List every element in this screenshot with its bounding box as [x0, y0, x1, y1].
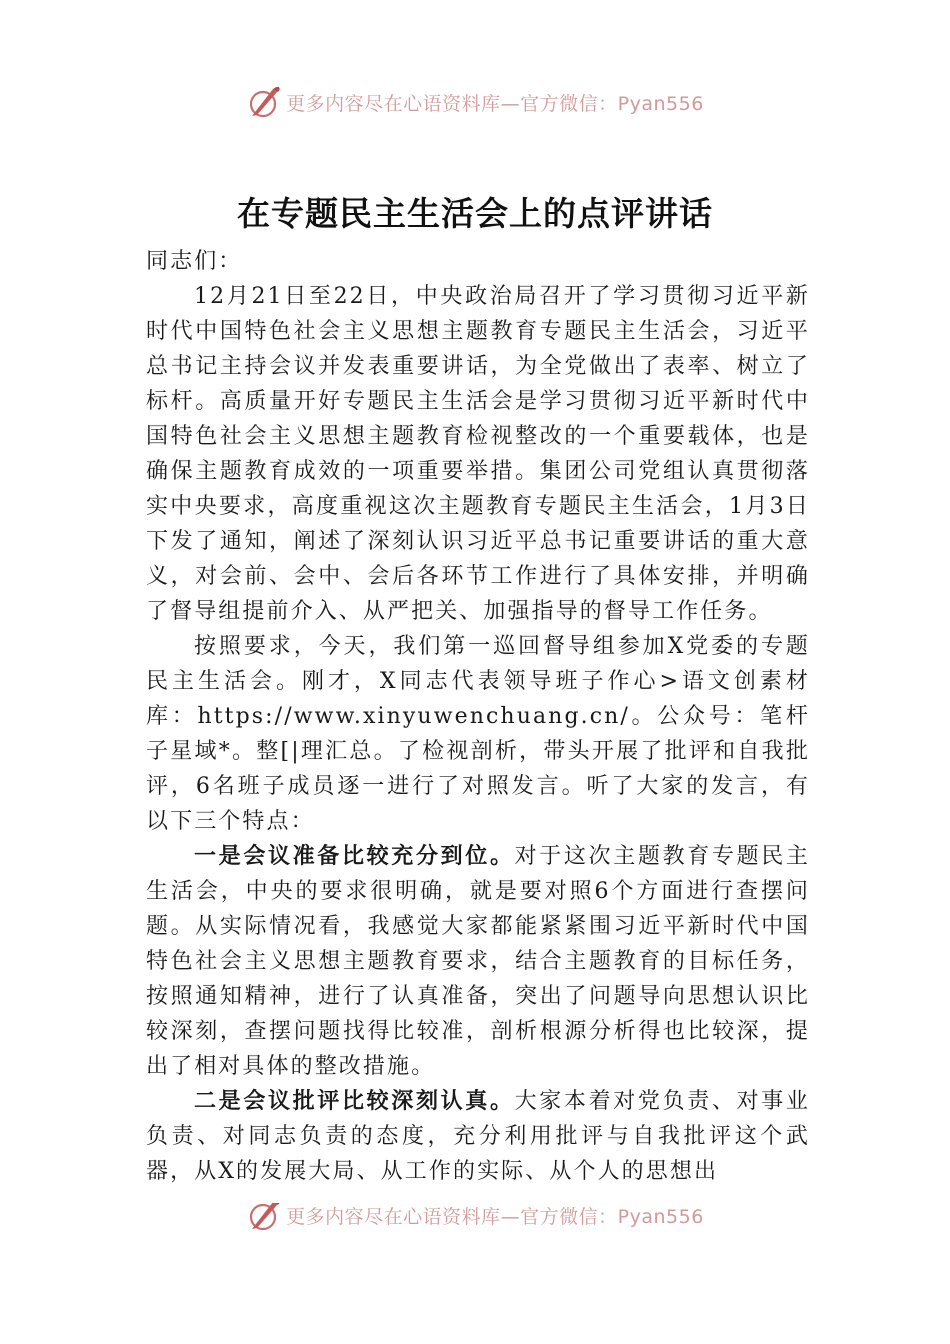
- paragraph-1: [146, 279, 810, 629]
- paragraph-4: [146, 1084, 810, 1189]
- paragraph-3-text: 对于这次主题教育专题民主生活会，中央的要求很明确，就是要对照6个方面进行查摆问题。从实际情况看，我感觉大家都能紧紧围习近平新时代中国特色社会主义思想主题教育要求，结合主题教育的目标任务，按照通知精神，进行了认真准备，突出了问题导向思想认识比较深刻，查摆问题找得比较准，剖析根源分析得也比较深，提出了相对具体的整改措施。: [146, 844, 810, 1079]
- document-title: 在专题民主生活会上的点评讲话: [237, 194, 713, 233]
- paragraph-2-text: 按照要求，今天，我们第一巡回督导组参加X党委的专题民主生活会。刚才，X同志代表领导班子作心>语文创素材库：https://www.xinyuwenchuang.cn/。公众号：笔杆子星域*。整[|理汇总。了检视剖析，带头开展了批评和自我批评，6名班子成员逐一进行了对照发言。听了大家的发言，有以下三个特点：: [146, 634, 810, 834]
- paragraph-3-lead: 一是会议准备比较充分到位。: [194, 843, 515, 869]
- paragraph-1-text: 12月21日至22日，中央政治局召开了学习贯彻习近平新时代中国特色社会主义思想主题教育专题民主生活会，习近平总书记主持会议并发表重要讲话，为全党做出了表率、树立了标杆。高质量开好专题民主生活会是学习贯彻习近平新时代中国特色社会主义思想主题教育检视整改的一个重要载体，也是确保主题教育成效的一项重要举措。集团公司党组认真贯彻落实中央要求，高度重视这次主题教育专题民主生活会，1月3日下发了通知，阐述了深刻认识习近平总书记重要讲话的重大意义，对会前、会中、会后各环节工作进行了具体安排，并明确了督导组提前介入、从严把关、加强指导的督导工作任务。: [146, 284, 810, 624]
- quill-pen-logo-icon: [246, 84, 282, 120]
- paragraph-2: [146, 629, 810, 839]
- salutation: 同志们：: [146, 249, 243, 274]
- watermark-text: 更多内容尽在心语资料库—官方微信：Pyan556: [286, 1205, 704, 1228]
- quill-pen-logo-icon: [246, 1203, 282, 1233]
- paragraph-4-text: 大家本着对党负责、对事业负责、对同志负责的态度，充分利用批评与自我批评这个武器，从X的发展大局、从工作的实际、从个人的思想出: [146, 1089, 810, 1184]
- document-body: [146, 244, 810, 1216]
- paragraph-3: [146, 839, 810, 1084]
- paragraph-4-lead: 二是会议批评比较深刻认真。: [194, 1088, 515, 1114]
- watermark-header: [0, 82, 950, 122]
- watermark-footer: [0, 1203, 950, 1245]
- watermark-text: 更多内容尽在心语资料库—官方微信：Pyan556: [286, 92, 704, 115]
